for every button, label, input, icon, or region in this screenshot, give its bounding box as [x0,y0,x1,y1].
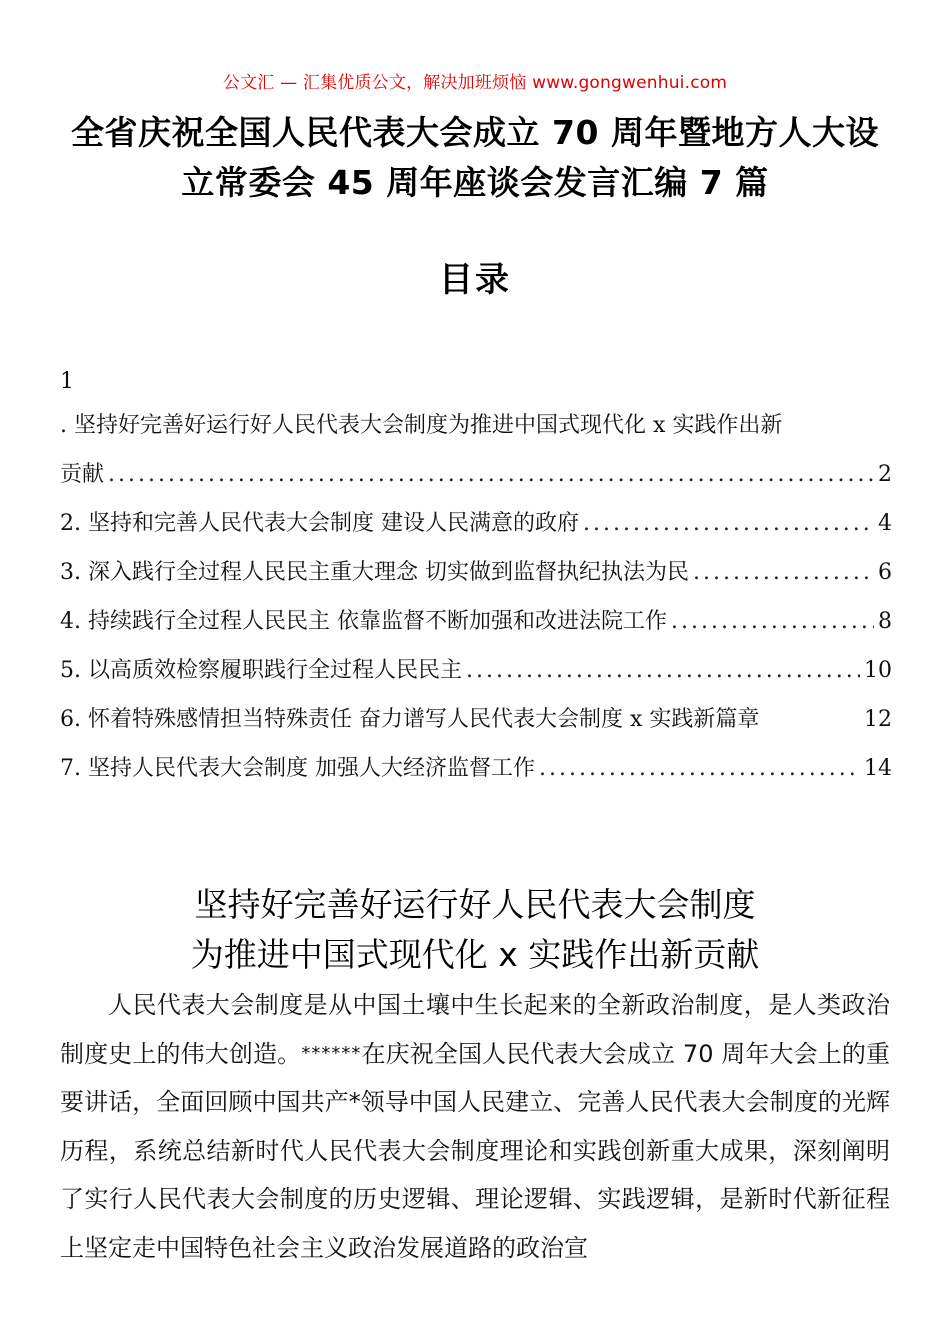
document-title-line-1: 全省庆祝全国人民代表大会成立 70 周年暨地方人大设 [71,113,879,152]
toc-entry-title: 贡献 [60,462,105,487]
toc-entry-title: 5. 以高质效检察履职践行全过程人民民主 [60,658,462,683]
section-title-line-2: 为推进中国式现代化 x 实践作出新贡献 [190,935,760,974]
watermark-header: 公文汇 — 汇集优质公文，解决加班烦恼 www.gongwenhui.com [222,73,728,93]
toc-entry-page: 2 [878,462,892,487]
toc-entry[interactable] [60,499,892,548]
section-title [0,880,950,980]
toc-heading: 目录 [439,260,511,300]
toc-entry[interactable] [60,597,892,646]
toc-entry-title: 6. 怀着特殊感情担当特殊责任 奋力谱写人民代表大会制度 x 实践新篇章 [60,707,760,732]
body-paragraph [60,981,890,1272]
toc-entry-page: 14 [864,756,892,781]
redacted-stars: ****** [301,1042,362,1064]
toc-leader-dots [539,744,860,793]
toc-entry[interactable] [60,450,892,499]
toc-entry-title-line[interactable]: . 坚持好完善好运行好人民代表大会制度为推进中国式现代化 x 实践作出新 [60,413,783,438]
section-title-line-1: 坚持好完善好运行好人民代表大会制度 [194,885,756,924]
toc-leader-dots [671,597,874,646]
toc-entry-page: 6 [878,560,892,585]
table-of-contents [60,362,892,793]
toc-leader-dots [108,450,874,499]
document-title [40,108,910,208]
toc-entry-title: 3. 深入践行全过程人民民主重大理念 切实做到监督执纪执法为民 [60,560,689,585]
toc-entry-title: 4. 持续践行全过程人民民主 依靠监督不断加强和改进法院工作 [60,609,667,634]
toc-entry-page: 12 [864,707,892,732]
toc-entry[interactable] [60,548,892,597]
toc-leader-dots [466,646,860,695]
body-text-part-2: 在庆祝全国人民代表大会成立 70 周年大会上的重要讲话，全面回顾中国共产*领导中国人民建立、完善人民代表大会制度的光辉历程，系统总结新时代人民代表大会制度理论和实践创新重大成果，深刻阐明了实行人民代表大会制度的历史逻辑、理论逻辑、实践逻辑，是新时代新征程上坚定走中国特色社会主义政治发展道路的政治宣 [60,1039,891,1262]
toc-entry[interactable] [60,744,892,793]
document-title-line-2: 立常委会 45 周年座谈会发言汇编 7 篇 [181,163,769,202]
toc-entry-page: 10 [864,658,892,683]
toc-entry-title: 7. 坚持人民代表大会制度 加强人大经济监督工作 [60,756,535,781]
toc-entry[interactable] [60,646,892,695]
toc-entry-page: 8 [878,609,892,634]
toc-entry-number: 1 [60,369,74,394]
toc-leader-dots [693,548,874,597]
toc-leader-dots [583,499,874,548]
toc-entry-title: 2. 坚持和完善人民代表大会制度 建设人民满意的政府 [60,511,579,536]
toc-entry[interactable] [60,695,892,744]
body-text-part-1: 人民代表大会制度是从中国土壤中生长起来的全新政治制度，是人类政治制度史上的伟大创造。 [60,991,890,1068]
toc-entry-page: 4 [878,511,892,536]
